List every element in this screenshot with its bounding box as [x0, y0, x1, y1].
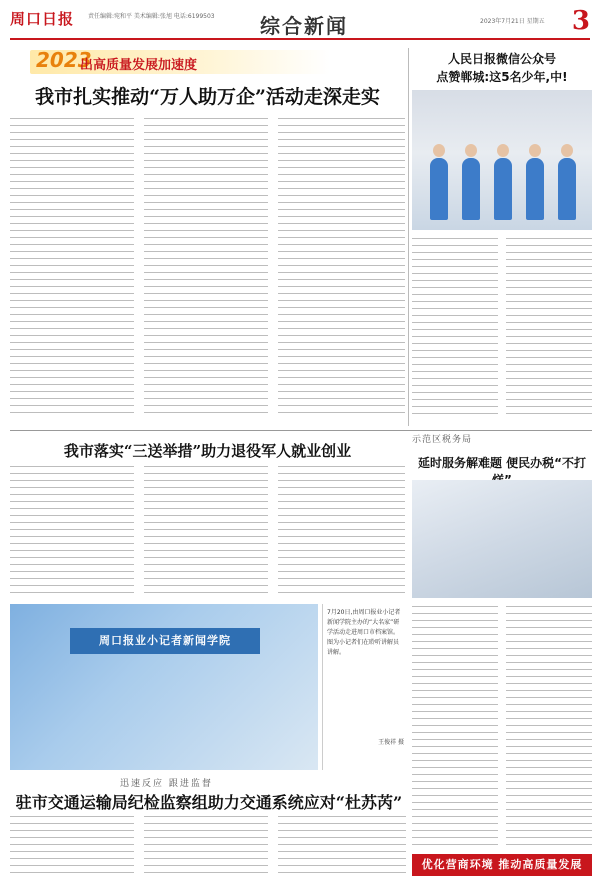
lead-article-column-3	[278, 118, 405, 418]
lead-story	[10, 48, 405, 426]
photo-caption	[322, 604, 408, 770]
reporters-feature-photo	[10, 604, 318, 770]
column-divider	[408, 48, 409, 426]
masthead	[10, 6, 590, 40]
bottom-article-column-1	[10, 816, 134, 876]
right-top-headline-2: 点赞郸城:这5名少年,中!	[436, 70, 568, 84]
right-top-story	[412, 48, 592, 426]
bottom-article-column-2	[144, 816, 268, 876]
bottom-headline: 驻市交通运输局纪检监察组助力交通系统应对“杜苏芮”	[15, 793, 403, 812]
tax-article-column-1	[412, 606, 498, 848]
bottom-tagline: 迅速反应 跟进监督	[120, 779, 213, 789]
middle-headline: 我市落实“三送举措”助力退役军人就业创业	[63, 442, 352, 460]
photo-credit: 王俊祥 摄	[378, 739, 404, 746]
section-title: 综合新闻	[260, 14, 348, 38]
students-group-photo	[412, 90, 592, 230]
tax-article-column-2	[506, 606, 592, 848]
middle-article-column-2	[144, 466, 268, 598]
feature-sign: 周口报业小记者新闻学院	[70, 628, 260, 654]
banner-text: 出高质量发展加速度	[80, 58, 198, 73]
photo-caption-text: 7月20日,由周口报业小记者新闻学院主办的“大名家”研学活动走进周口市档案馆。图为小记者们在聆听讲解员讲解。	[327, 609, 401, 656]
bottom-article-column-3	[278, 816, 406, 876]
tax-headline: 延时服务解难题 便民办税“不打	[417, 456, 587, 470]
issue-date: 2023年7月21日 星期五	[480, 18, 545, 25]
right-top-headline-1: 人民日报微信公众号	[447, 52, 556, 66]
tax-section-label: 示范区税务局	[412, 435, 473, 445]
page-number: 3	[571, 6, 590, 36]
section-divider	[10, 430, 592, 431]
lead-article-column-2	[144, 118, 268, 418]
newspaper-logo: 周口日报	[10, 10, 75, 28]
right-top-article-column-2	[506, 238, 592, 420]
banner-mark: 2023	[36, 48, 92, 72]
lead-headline: 我市扎实推动“万人助万企”活动走深走实	[35, 86, 380, 108]
footer-banner: 优化营商环境 推动高质量发展	[412, 854, 592, 876]
middle-article-column-3	[278, 466, 405, 598]
lead-article-column-1	[10, 118, 134, 418]
editor-info: 责任编辑:宛和平 美术编辑:张旭 电话:6199503	[88, 13, 215, 20]
tax-service-photo	[412, 480, 592, 598]
middle-article-column-1	[10, 466, 134, 598]
lead-banner	[30, 50, 330, 74]
right-top-article-column-1	[412, 238, 498, 420]
